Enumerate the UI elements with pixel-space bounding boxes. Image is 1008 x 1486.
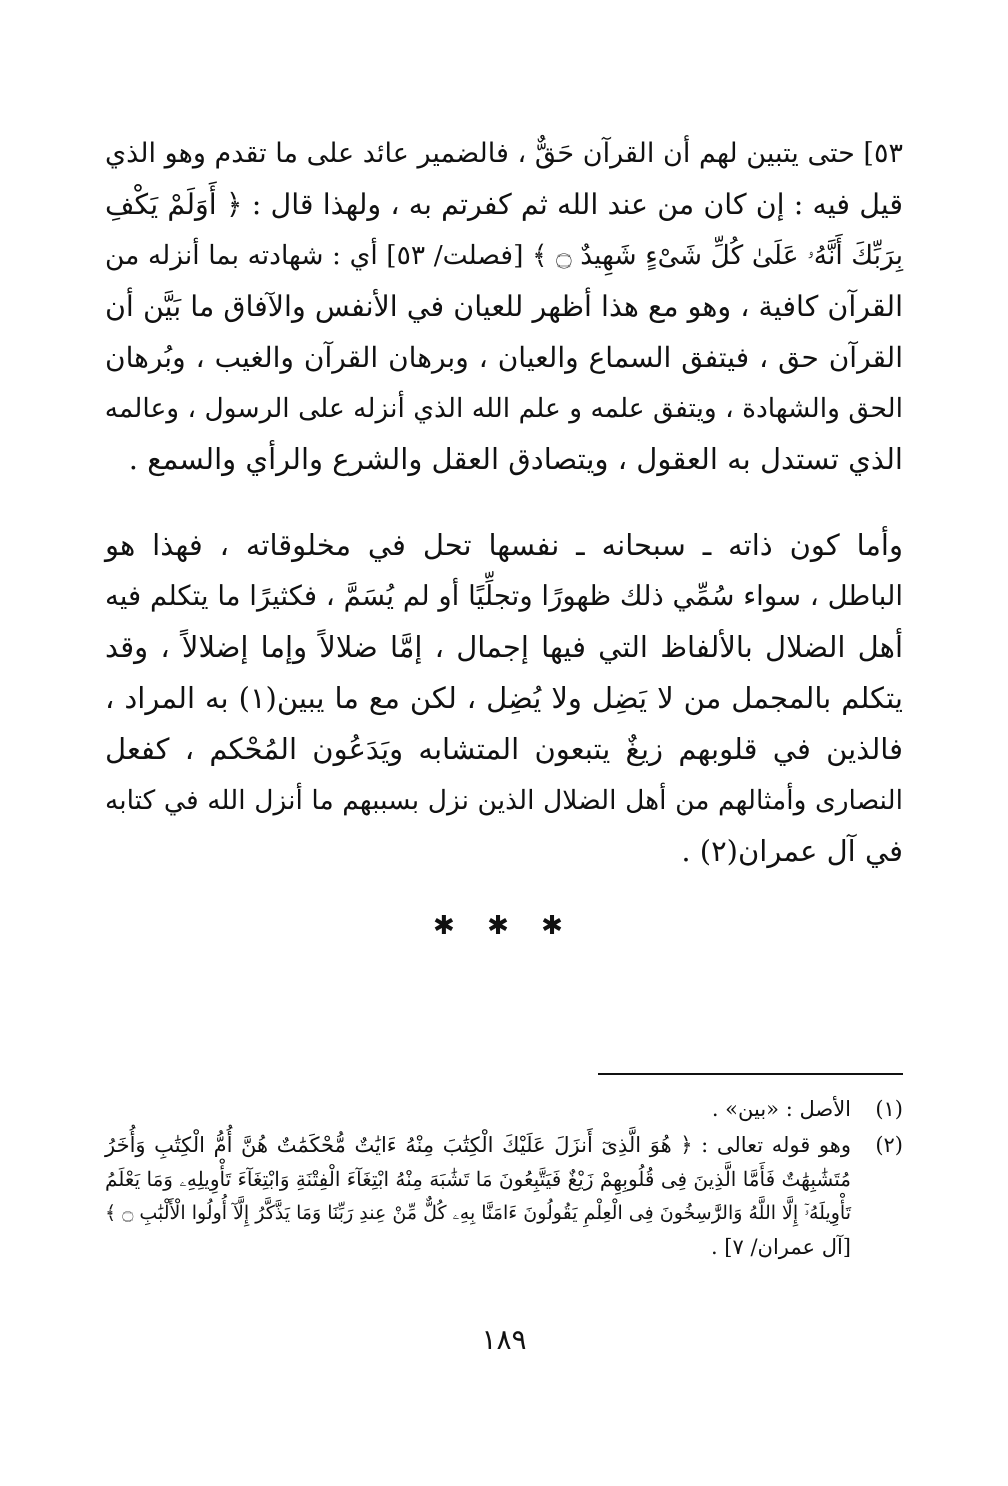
footnotes [105, 1092, 903, 1264]
paragraph-1 [105, 128, 903, 485]
paragraph-2-line: في آل عمران(٢) . [681, 834, 903, 868]
paragraph-1-line: القرآن حق ، فيتفق السماع والعيان ، وبرهان القرآن والغيب ، وبُرهان [105, 341, 903, 374]
paragraph-2-line: فالذين في قلوبهم زيغٌ يتبعون المتشابه ويَدَعُون المُحْكم ، كفعل [105, 732, 903, 766]
footnote-line: تَأْوِيلَهُۥٓ إِلَّا اللَّهُ وَالرَّٰسِخُونَ فِى الْعِلْمِ يَقُولُونَ ءَامَنَّا بِهِۦ كُلٌّ مِّنْ عِندِ رَبِّنَا وَمَا يَذَّكَّرُ إِلَّآ أُولُوا الْأَلْبَٰبِ ۝ ﴾ [105, 1202, 851, 1224]
paragraph-2-line: الباطل ، سواء سُمِّي ذلك ظهورًا وتجلِّيًا أو لم يُسَمَّ ، فكثيرًا ما يتكلم فيه [105, 580, 903, 612]
section-separator: ✱ ✱ ✱ [433, 911, 575, 941]
paragraph-1-line: القرآن كافية ، وهو مع هذا أظهر للعيان في الأنفس والآفاق ما بَيَّن أن [105, 290, 903, 323]
paragraph-2-line: النصارى وأمثالهم من أهل الضلال الذين نزل بسببهم ما أنزل الله في كتابه [105, 785, 903, 816]
footnote-2 [105, 1128, 903, 1264]
footnote-1 [105, 1092, 903, 1126]
footnote-number: (٢) [875, 1133, 903, 1157]
paragraph-1-line: الذي تستدل به العقول ، ويتصادق العقل والشرع والرأي والسمع . [128, 442, 903, 476]
paragraph-1-line: بِرَبِّكَ أَنَّهُۥ عَلَىٰ كُلِّ شَىْءٍ شَهِيدٌ ۝ ﴾ [فصلت/ ٥٣] أي : شهادته بما أنزله من [105, 240, 903, 271]
paragraph-2-line: يتكلم بالمجمل من لا يَضِل ولا يُضِل ، لكن مع ما يبين(١) به المراد ، [105, 681, 903, 715]
footnote-line: [آل عمران/ ٧] . [710, 1235, 851, 1259]
footnote-divider [598, 1073, 903, 1075]
footnote-line: الأصل : «بين» . [711, 1097, 851, 1121]
paragraph-1-line: ٥٣] حتى يتبين لهم أن القرآن حَقٌّ ، فالضمير عائد على ما تقدم وهو الذي [105, 138, 903, 169]
paragraph-2 [105, 520, 903, 877]
paragraph-2-line: وأما كون ذاته ـ سبحانه ـ نفسها تحل في مخلوقاته ، فهذا هو [105, 528, 903, 562]
paragraph-1-line: الحق والشهادة ، ويتفق علمه و علم الله الذي أنزله على الرسول ، وعالمه [104, 393, 903, 424]
paragraph-2-line: أهل الضلال بالألفاظ التي فيها إجمال ، إمَّا ضلالاً وإما إضلالاً ، وقد [105, 630, 903, 664]
footnote-line: مُتَشَٰبِهَٰتٌ فَأَمَّا الَّذِينَ فِى قُلُوبِهِمْ زَيْغٌ فَيَتَّبِعُونَ مَا تَشَٰبَهَ مِنْهُ ابْتِغَآءَ الْفِتْنَةِ وَابْتِغَآءَ تَأْوِيلِهِۦ وَمَا يَعْلَمُ [105, 1167, 851, 1191]
paragraph-1-line: قيل فيه : إن كان من عند الله ثم كفرتم به ، ولهذا قال : ﴿ أَوَلَمْ يَكْفِ [105, 188, 903, 221]
footnote-number: (١) [875, 1097, 903, 1121]
footnote-line: وهو قوله تعالى : ﴿ هُوَ الَّذِىٓ أَنزَلَ عَلَيْكَ الْكِتَٰبَ مِنْهُ ءَايَٰتٌ مُّحْكَمَٰتٌ هُنَّ أُمُّ الْكِتَٰبِ وَأُخَرُ [105, 1133, 851, 1157]
page-number: ١٨٩ [481, 1323, 527, 1356]
